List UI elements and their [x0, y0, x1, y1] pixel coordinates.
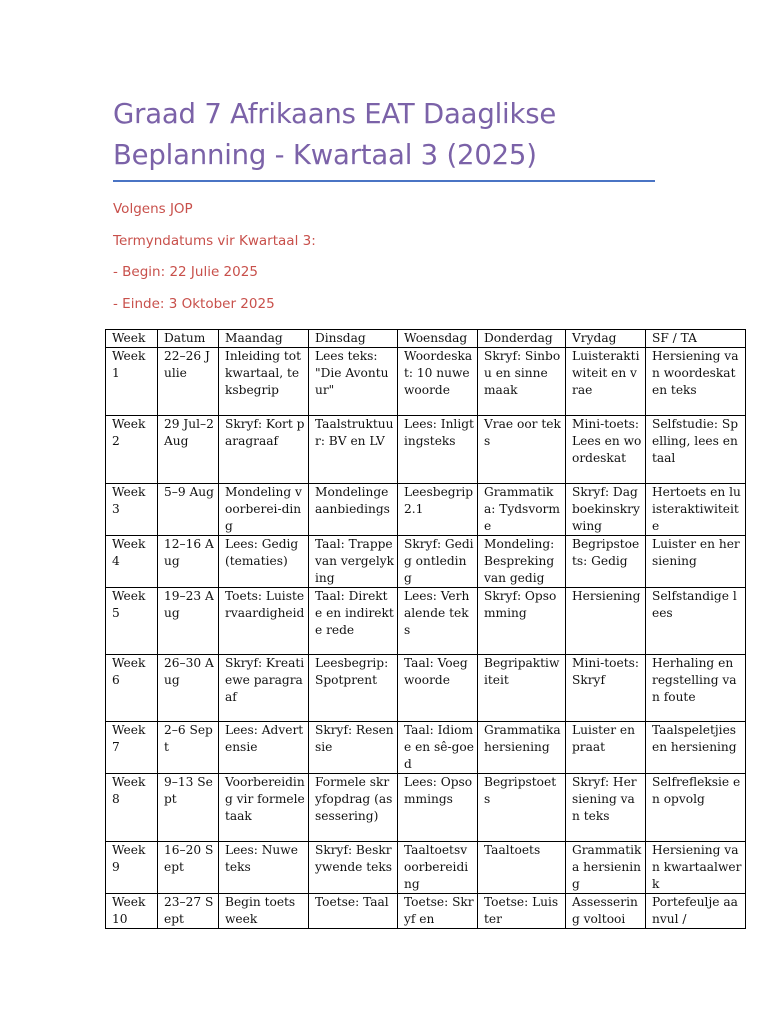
cell-vrydag: Assessering voltooi — [566, 894, 646, 929]
cell-week: Week 1 — [106, 348, 158, 416]
cell-woensdag: Skryf: Gedig ontleding — [398, 536, 478, 588]
cell-woensdag: Lees: Inligtingsteks — [398, 416, 478, 484]
cell-woensdag: Lees: Verhalende teks — [398, 588, 478, 655]
cell-maandag: Skryf: Kort paragraaf — [219, 416, 309, 484]
table-row — [106, 536, 746, 588]
table-header-row — [106, 330, 746, 348]
cell-sf-ta: Selfstudie: Spelling, lees en taal — [646, 416, 746, 484]
table-row — [106, 484, 746, 536]
cell-vrydag: Hersiening — [566, 588, 646, 655]
cell-dinsdag: Taal: Direkte en indirekte rede — [309, 588, 398, 655]
cell-woensdag: Lees: Opsommings — [398, 774, 478, 842]
cell-sf-ta: Herhaling en regstelling van foute — [646, 655, 746, 722]
cell-donderdag: Skryf: Opsomming — [478, 588, 566, 655]
table-row — [106, 842, 746, 894]
cell-donderdag: Mondeling: Bespreking van gedig — [478, 536, 566, 588]
cell-sf-ta: Taalspeletjies en hersiening — [646, 722, 746, 774]
cell-maandag: Inleiding tot kwartaal, teksbegrip — [219, 348, 309, 416]
cell-vrydag: Skryf: Hersiening van teks — [566, 774, 646, 842]
cell-donderdag: Grammatika hersiening — [478, 722, 566, 774]
cell-dinsdag: Skryf: Resensie — [309, 722, 398, 774]
cell-donderdag: Begripstoets — [478, 774, 566, 842]
cell-maandag: Voorbereiding vir formele taak — [219, 774, 309, 842]
meta-line-einde: - Einde: 3 Oktober 2025 — [113, 296, 275, 312]
cell-week: Week 4 — [106, 536, 158, 588]
cell-woensdag: Leesbegrip 2.1 — [398, 484, 478, 536]
cell-sf-ta: Hertoets en luisteraktiwiteite — [646, 484, 746, 536]
cell-week: Week 8 — [106, 774, 158, 842]
cell-vrydag: Mini-toets: Skryf — [566, 655, 646, 722]
cell-donderdag: Grammatika: Tydsvorme — [478, 484, 566, 536]
cell-dinsdag: Taal: Trappe van vergelyking — [309, 536, 398, 588]
cell-maandag: Skryf: Kreatiewe paragraaf — [219, 655, 309, 722]
header-sf-ta: SF / TA — [646, 330, 746, 348]
cell-sf-ta: Portefeulje aanvul / — [646, 894, 746, 929]
cell-datum: 22–26 Julie — [158, 348, 219, 416]
cell-maandag: Toets: Luistervaardigheid — [219, 588, 309, 655]
cell-woensdag: Taal: Idiome en sê-goed — [398, 722, 478, 774]
cell-dinsdag: Taalstruktuur: BV en LV — [309, 416, 398, 484]
cell-week: Week 6 — [106, 655, 158, 722]
cell-woensdag: Toetse: Skryf en — [398, 894, 478, 929]
table-row — [106, 774, 746, 842]
cell-datum: 19–23 Aug — [158, 588, 219, 655]
cell-dinsdag: Skryf: Beskrywende teks — [309, 842, 398, 894]
header-dinsdag: Dinsdag — [309, 330, 398, 348]
header-maandag: Maandag — [219, 330, 309, 348]
cell-maandag: Lees: Nuwe teks — [219, 842, 309, 894]
cell-datum: 16–20 Sept — [158, 842, 219, 894]
table-row — [106, 416, 746, 484]
cell-vrydag: Luisteraktiwiteit en vrae — [566, 348, 646, 416]
table-row — [106, 348, 746, 416]
cell-donderdag: Skryf: Sinbou en sinne maak — [478, 348, 566, 416]
table-row — [106, 894, 746, 929]
cell-datum: 2–6 Sept — [158, 722, 219, 774]
cell-dinsdag: Toetse: Taal — [309, 894, 398, 929]
cell-woensdag: Taaltoetsvoorbereiding — [398, 842, 478, 894]
planning-table — [105, 329, 746, 929]
meta-line-begin: - Begin: 22 Julie 2025 — [113, 264, 258, 280]
cell-woensdag: Taal: Voegwoorde — [398, 655, 478, 722]
cell-vrydag: Mini-toets: Lees en woordeskat — [566, 416, 646, 484]
meta-line-termyndatums: Termyndatums vir Kwartaal 3: — [113, 233, 316, 249]
cell-woensdag: Woordeskat: 10 nuwe woorde — [398, 348, 478, 416]
cell-week: Week 3 — [106, 484, 158, 536]
cell-datum: 9–13 Sept — [158, 774, 219, 842]
cell-vrydag: Begripstoets: Gedig — [566, 536, 646, 588]
header-vrydag: Vrydag — [566, 330, 646, 348]
cell-maandag: Lees: Advertensie — [219, 722, 309, 774]
cell-datum: 26–30 Aug — [158, 655, 219, 722]
cell-maandag: Begin toetsweek — [219, 894, 309, 929]
page-title: Graad 7 Afrikaans EAT Daaglikse Beplanning - Kwartaal 3 (2025) — [113, 98, 557, 171]
cell-donderdag: Toetse: Luister — [478, 894, 566, 929]
cell-sf-ta: Luister en hersiening — [646, 536, 746, 588]
title-underline — [113, 180, 655, 182]
cell-donderdag: Taaltoets — [478, 842, 566, 894]
cell-datum: 23–27 Sept — [158, 894, 219, 929]
header-week: Week — [106, 330, 158, 348]
table-row — [106, 722, 746, 774]
cell-week: Week 9 — [106, 842, 158, 894]
header-woensdag: Woensdag — [398, 330, 478, 348]
cell-sf-ta: Hersiening van kwartaalwerk — [646, 842, 746, 894]
cell-donderdag: Vrae oor teks — [478, 416, 566, 484]
cell-vrydag: Grammatika hersiening — [566, 842, 646, 894]
cell-dinsdag: Mondelinge aanbiedings — [309, 484, 398, 536]
cell-datum: 29 Jul–2 Aug — [158, 416, 219, 484]
cell-donderdag: Begripaktiwiteit — [478, 655, 566, 722]
cell-dinsdag: Leesbegrip: Spotprent — [309, 655, 398, 722]
cell-datum: 12–16 Aug — [158, 536, 219, 588]
cell-maandag: Lees: Gedig (tematies) — [219, 536, 309, 588]
cell-sf-ta: Hersiening van woordeskat en teks — [646, 348, 746, 416]
cell-dinsdag: Formele skryfopdrag (assessering) — [309, 774, 398, 842]
cell-week: Week 5 — [106, 588, 158, 655]
cell-datum: 5–9 Aug — [158, 484, 219, 536]
header-donderdag: Donderdag — [478, 330, 566, 348]
header-datum: Datum — [158, 330, 219, 348]
cell-week: Week 2 — [106, 416, 158, 484]
cell-vrydag: Luister en praat — [566, 722, 646, 774]
table-row — [106, 655, 746, 722]
cell-week: Week 10 — [106, 894, 158, 929]
cell-vrydag: Skryf: Dagboekinskrywing — [566, 484, 646, 536]
cell-sf-ta: Selfstandige lees — [646, 588, 746, 655]
cell-dinsdag: Lees teks: "Die Avontuur" — [309, 348, 398, 416]
cell-maandag: Mondeling voorberei-ding — [219, 484, 309, 536]
cell-sf-ta: Selfrefleksie en opvolg — [646, 774, 746, 842]
table-row — [106, 588, 746, 655]
cell-week: Week 7 — [106, 722, 158, 774]
meta-line-jop: Volgens JOP — [113, 201, 193, 217]
